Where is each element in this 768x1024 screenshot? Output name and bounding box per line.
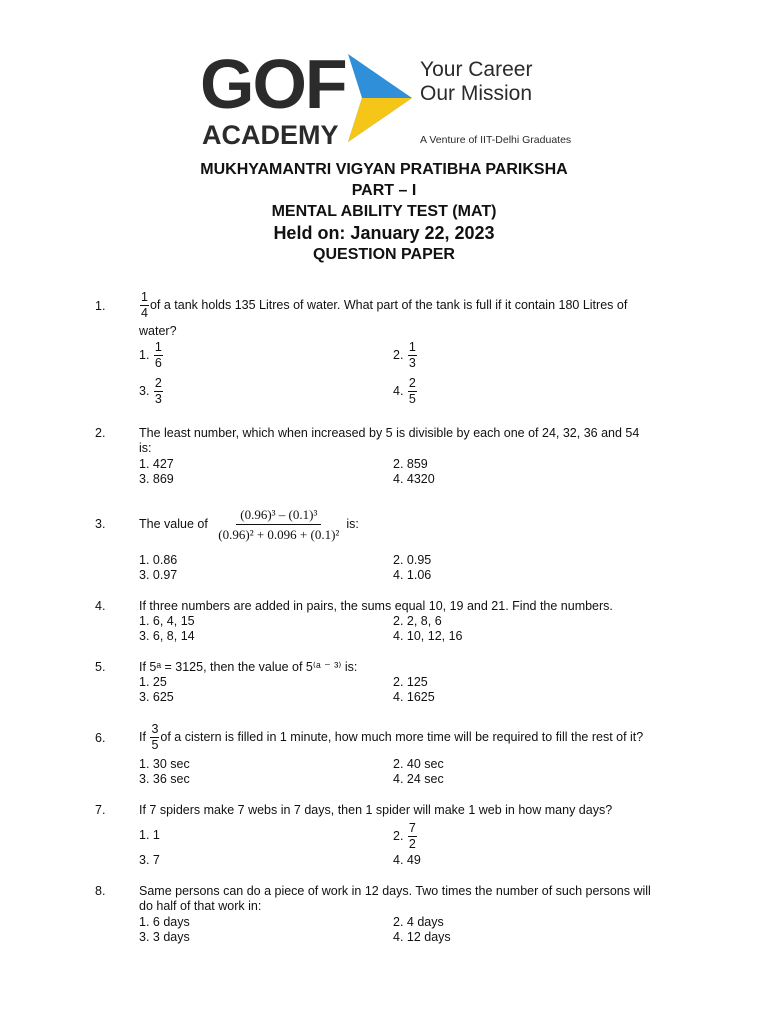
exam-date: Held on: January 22, 2023 (273, 223, 495, 243)
option-3: 3. 36 sec (139, 772, 190, 786)
option-4: 4. 4320 (393, 472, 435, 486)
option-4: 4. 10, 12, 16 (393, 629, 463, 643)
option-3: 3. $\frac{2}{3}$ (139, 376, 162, 406)
option-1: 1. 30 sec (139, 757, 190, 771)
option-1: 1. 0.86 (139, 553, 178, 567)
option-1: 1. $\frac{1}{6}$ (139, 340, 162, 370)
logo-tagline-2: Our Mission (420, 82, 533, 105)
expression-denominator: (0.96)² + 0.096 + (0.1)² (218, 527, 340, 542)
question-text: The value of (139, 516, 208, 531)
logo-tagline-1: Your Career (420, 58, 533, 81)
logo-academy: ACADEMY (202, 120, 339, 150)
fraction: $\frac{3}{5}$ (151, 722, 159, 752)
question-text-pre: If (139, 729, 146, 744)
option-1: 1. 1 (139, 828, 160, 842)
question-text: If 7 spiders make 7 webs in 7 days, then 1 spider will make 1 web in how many days? (139, 803, 613, 817)
question-text-cont: do half of that work in: (139, 899, 262, 913)
option-3: 3. 6, 8, 14 (139, 629, 195, 643)
option-3: 3. 869 (139, 472, 174, 486)
question-text: If 5ᵃ = 3125, then the value of 5⁽ᵃ ⁻ ³⁾ is: (139, 660, 358, 674)
option-4: 4. 49 (393, 853, 421, 867)
option-4: 4. 24 sec (393, 772, 444, 786)
option-2: 2. 4 days (393, 915, 444, 929)
option-1: 1. 6, 4, 15 (139, 614, 195, 628)
option-2: 2. 125 (393, 675, 428, 689)
question-text: of a tank holds 135 Litres of water. What part of the tank is full if it contain 180 Litres of (149, 297, 628, 312)
option-1: 1. 25 (139, 675, 167, 689)
expression-numerator: (0.96)³ – (0.1)³ (236, 507, 321, 525)
fraction: $\frac{1}{4}$ (141, 290, 148, 320)
paper-type: QUESTION PAPER (313, 246, 455, 263)
option-1: 1. 6 days (139, 915, 190, 929)
question-number: 3. (95, 517, 106, 531)
question-text: If three numbers are added in pairs, the sums equal 10, 19 and 21. Find the numbers. (139, 599, 613, 613)
option-4: 4. 1625 (393, 690, 435, 704)
question-number: 6. (95, 731, 106, 745)
gof-academy-logo (198, 45, 578, 152)
logo-brand: GOF (200, 45, 346, 123)
question-number: 8. (95, 884, 106, 898)
option-2: 2. 859 (393, 457, 428, 471)
option-2: 2. $\frac{7}{2}$ (393, 821, 416, 851)
option-3: 3. 7 (139, 853, 160, 867)
option-2: 2. 40 sec (393, 757, 444, 771)
exam-section: MENTAL ABILITY TEST (MAT) (271, 203, 497, 220)
question-text: Same persons can do a piece of work in 12 days. Two times the number of such persons will (139, 884, 651, 898)
chevron-logo-icon (348, 54, 418, 149)
paper-heading (0, 159, 768, 265)
question-number: 2. (95, 426, 106, 440)
option-4: 4. $\frac{2}{5}$ (393, 376, 416, 406)
option-3: 3. 3 days (139, 930, 190, 944)
option-3: 3. 625 (139, 690, 174, 704)
option-2: 2. 0.95 (393, 553, 432, 567)
question-text-cont: is: (346, 516, 359, 531)
question-text-cont: water? (139, 324, 177, 338)
option-1: 1. 427 (139, 457, 174, 471)
option-4: 4. 1.06 (393, 568, 432, 582)
logo-venture-text: A Venture of IIT-Delhi Graduates (420, 134, 572, 146)
question-number: 4. (95, 599, 106, 613)
option-2: 2. $\frac{1}{3}$ (393, 340, 416, 370)
question-text-cont: is: (139, 441, 152, 455)
question-text: of a cistern is filled in 1 minute, how much more time will be required to fill the rest of it? (160, 729, 644, 744)
exam-title: MUKHYAMANTRI VIGYAN PRATIBHA PARIKSHA (200, 161, 568, 178)
question-number: 5. (95, 660, 106, 674)
exam-part: PART – I (351, 182, 417, 199)
option-2: 2. 2, 8, 6 (393, 614, 442, 628)
option-4: 4. 12 days (393, 930, 451, 944)
question-text: The least number, which when increased by 5 is divisible by each one of 24, 32, 36 and 54 (139, 426, 640, 440)
question-number: 1. (95, 299, 106, 313)
expression-fraction (214, 507, 343, 542)
option-3: 3. 0.97 (139, 568, 178, 582)
question-number: 7. (95, 803, 106, 817)
